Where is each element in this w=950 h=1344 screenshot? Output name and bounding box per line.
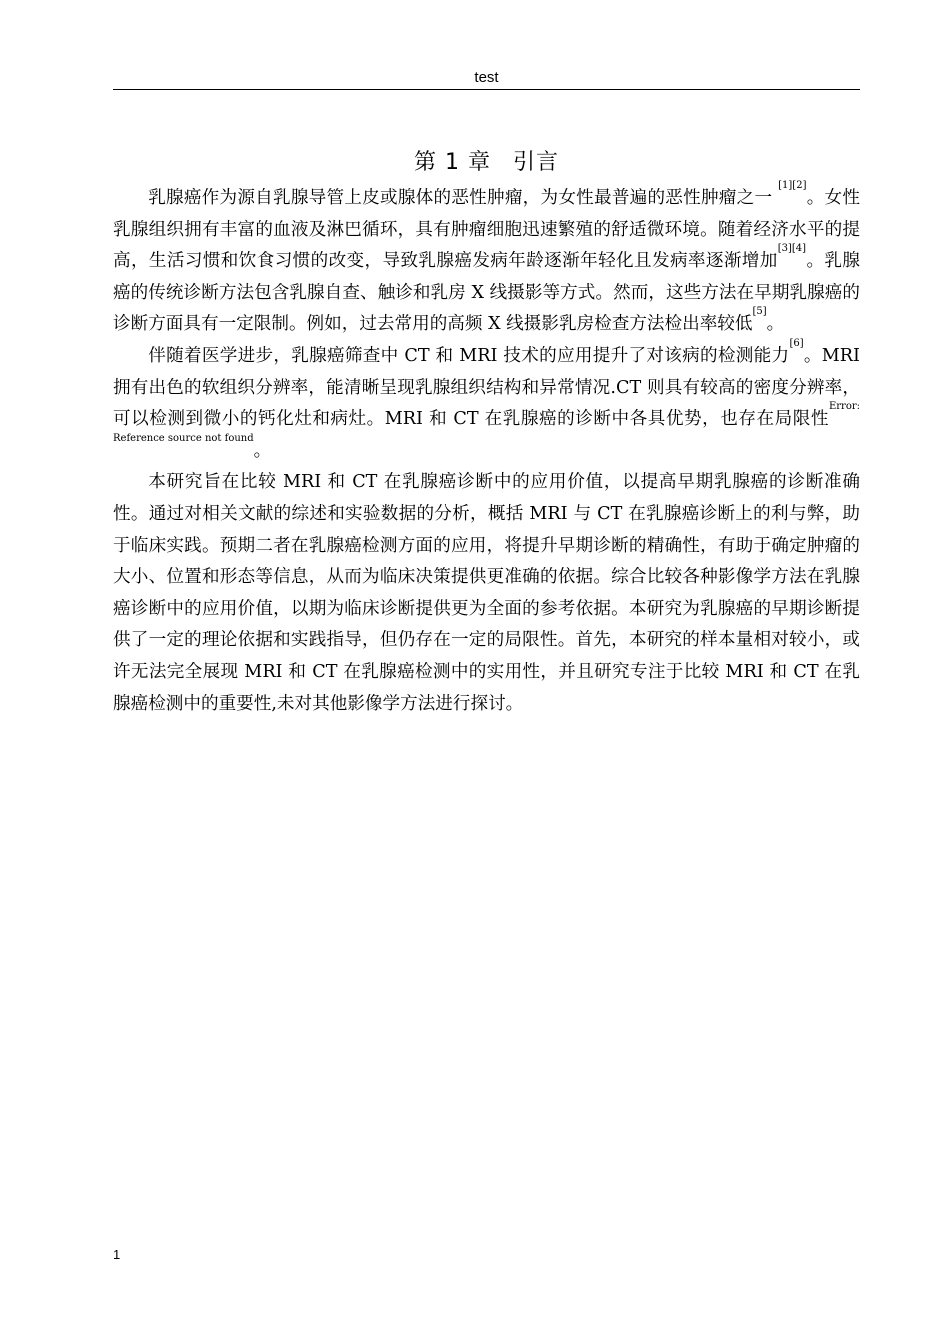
page-header: test [474, 69, 499, 86]
paragraph-text: 本研究旨在比较 MRI 和 CT 在乳腺癌诊断中的应用价值，以提高早期乳腺癌的诊断准确性。通过对相关文献的综述和实验数据的分析，概括 MRI 与 CT 在乳腺癌诊断上的利与弊，助于临床实践。预期二者在乳腺癌检测方面的应用，将提升早期诊断的精确性，有助于确定肿瘤的大小、位置和形态等信息，从而为临床决策提供更准确的依据。综合比较各种影像学方法在乳腺癌诊断中的应用价值，以期为临床诊断提供更为全面的参考依据。本研究为乳腺癌的早期诊断提供了一定的理论依据和实践指导，但仍存在一定的局限性。首先，本研究的样本量相对较小，或许无法完全展现 MRI 和 CT 在乳腺癌检测中的实用性，并且研究专注于比较 MRI 和 CT 在乳腺癌检测中的重要性,未对其他影像学方法进行探讨。 [113, 472, 860, 714]
chapter-number: 第 1 章 [414, 150, 491, 175]
citation[interactable]: [6] [789, 337, 804, 349]
paragraph-2 [113, 337, 860, 467]
paragraph-text: 乳腺癌作为源自乳腺导管上皮或腺体的恶性肿瘤，为女性最普遍的恶性肿瘤之一 [148, 188, 779, 208]
paragraph-text: 。 [253, 440, 272, 461]
paragraph-text: 伴随着医学进步，乳腺癌筛查中 CT 和 MRI 技术的应用提升了对该病的检测能力 [148, 345, 790, 366]
body-text [113, 180, 860, 720]
paragraph-3 [113, 467, 860, 720]
reference-error: Error: Reference source not found [113, 401, 860, 444]
citation[interactable]: [3][4] [777, 243, 807, 255]
chapter-title [113, 146, 860, 180]
header-rule [113, 89, 860, 90]
citation[interactable]: [1][2] [778, 180, 807, 191]
chapter-heading-text: 引言 [512, 150, 559, 175]
paragraph-text: 。 [766, 314, 785, 335]
page-number: 1 [113, 1247, 121, 1262]
paragraph-1 [113, 180, 860, 341]
paragraph-text: 。MRI 拥有出色的软组织分辨率，能清晰呈现乳腺组织结构和异常情况.CT 则具有较高的密度分辨率，可以检测到微小的钙化灶和病灶。MRI 和 CT 在乳腺癌的诊断中各具优势，也存在局限性 [113, 345, 860, 430]
paragraph-text: 。乳腺癌的传统诊断方法包含乳腺自查、触诊和乳房 X 线摄影等方式。然而，这些方法在早期乳腺癌的诊断方面具有一定限制。例如，过去常用的高频 X 线摄影乳房检查方法检出率较低 [113, 251, 860, 335]
paragraph-text: 。女性乳腺组织拥有丰富的血液及淋巴循环，具有肿瘤细胞迅速繁殖的舒适微环境。随着经济水平的提高，生活习惯和饮食习惯的改变，导致乳腺癌发病年龄逐渐年轻化且发病率逐渐增加 [113, 188, 860, 272]
citation[interactable]: [5] [752, 306, 767, 318]
